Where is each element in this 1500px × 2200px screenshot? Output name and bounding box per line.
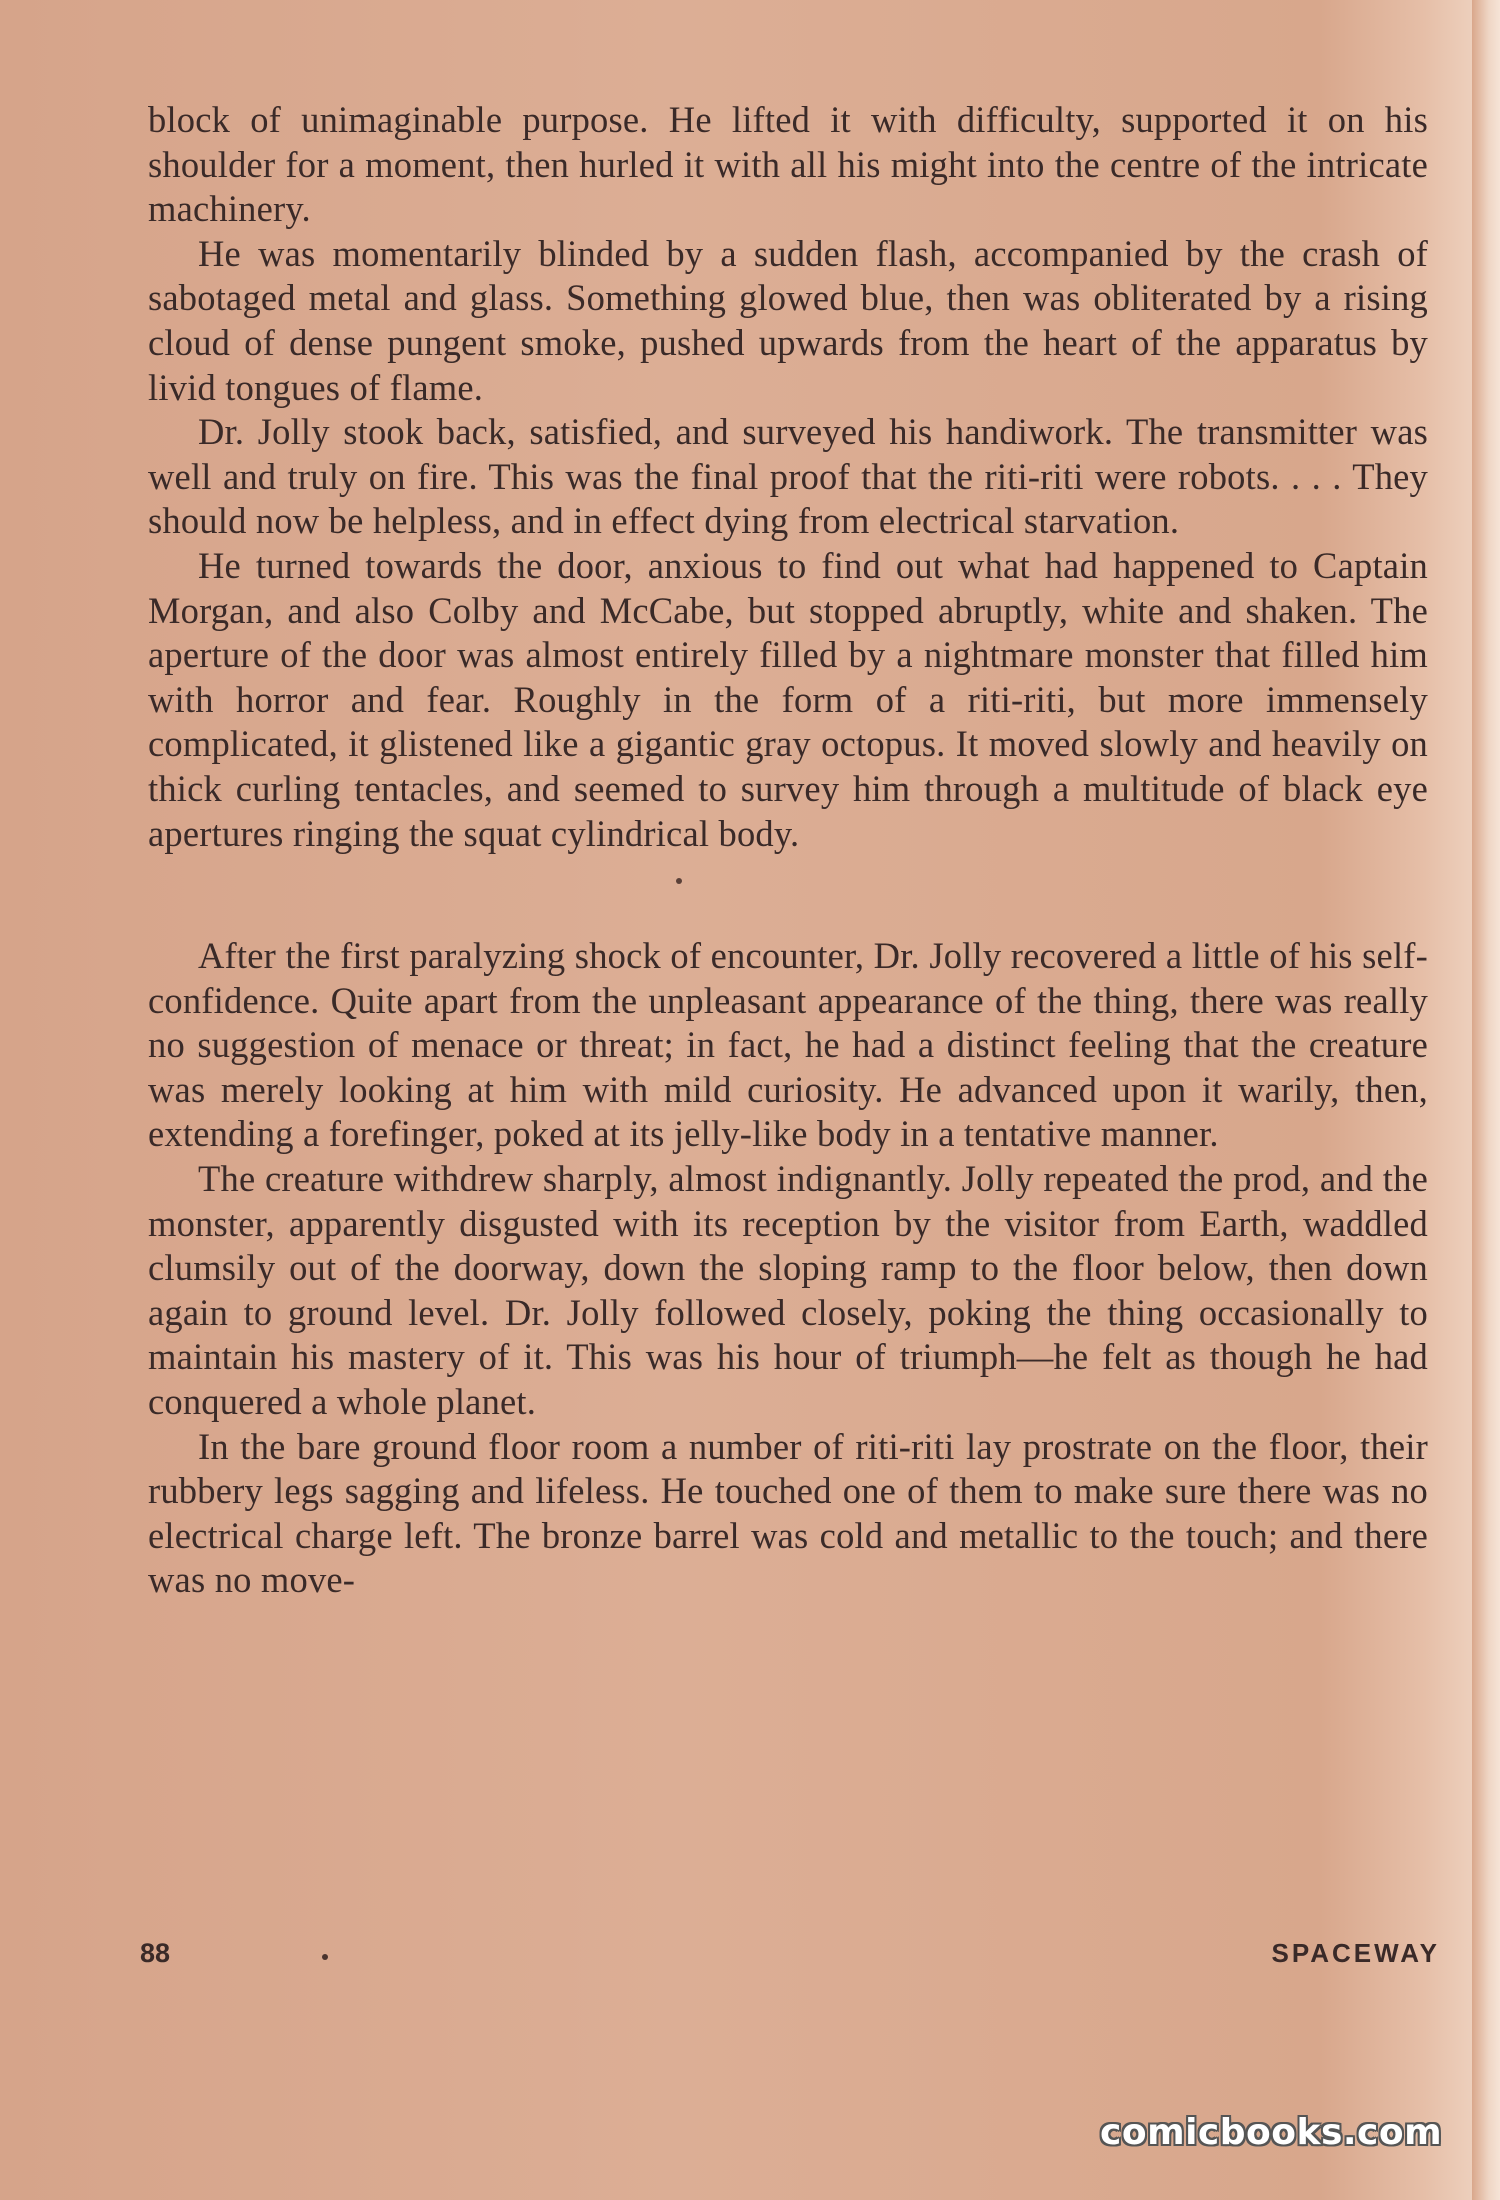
paragraph: He was momentarily blinded by a sudden flash, accompanied by the crash of sabotaged metal and glass. Something glowed blue, then was obliterated by a rising cloud of dense pungent smoke, pushed upwards from the heart of the apparatus by livid tongues of flame. bbox=[148, 232, 1428, 408]
watermark: comicbooks.com bbox=[1100, 2112, 1443, 2153]
page-edge bbox=[1472, 0, 1500, 2200]
body-text bbox=[148, 98, 1428, 1603]
section-break-dot bbox=[676, 878, 682, 884]
section-break bbox=[148, 856, 1428, 934]
footer-dot bbox=[322, 1954, 328, 1960]
page-footer bbox=[140, 1938, 1440, 1978]
paragraph: The creature withdrew sharply, almost indignantly. Jolly repeated the prod, and the monster, apparently disgusted with its reception by the visitor from Earth, waddled clumsily out of the doorway, down the sloping ramp to the floor below, then down again to ground level. Dr. Jolly followed closely, poking the thing occasionally to maintain his mastery of it. This was his hour of triumph—he felt as though he had conquered a whole planet. bbox=[148, 1158, 1428, 1423]
paragraph: Dr. Jolly stook back, satisfied, and surveyed his handiwork. The transmitter was well and truly on fire. This was the final proof that the riti-riti were robots. . . . They should now be helpless, and in effect dying from electrical starvation. bbox=[148, 411, 1428, 542]
running-footer-title: SPACEWAY bbox=[1271, 1938, 1440, 1968]
paragraph: block of unimaginable purpose. He lifted it with difficulty, supported it on his shoulder for a moment, then hurled it with all his might into the centre of the intricate machinery. bbox=[148, 99, 1428, 230]
page-number: 88 bbox=[140, 1938, 171, 1968]
paragraph: He turned towards the door, anxious to find out what had happened to Captain Morgan, and also Colby and McCabe, but stopped abruptly, white and shaken. The aperture of the door was almost entirely filled by a nightmare monster that filled him with horror and fear. Roughly in the form of a riti-riti, but more immensely complicated, it glistened like a gigantic gray octopus. It moved slowly and heavily on thick curling tentacles, and seemed to survey him through a multitude of black eye apertures ringing the squat cylindrical body. bbox=[148, 544, 1428, 854]
paragraph: After the first paralyzing shock of encounter, Dr. Jolly recovered a little of his self-confidence. Quite apart from the unpleasant appearance of the thing, there was really no suggestion of menace or threat; in fact, he had a distinct feeling that the creature was merely looking at him with mild curiosity. He advanced upon it warily, then, extending a forefinger, poked at its jelly-like body in a tentative manner. bbox=[148, 935, 1428, 1155]
paragraph: In the bare ground floor room a number of riti-riti lay prostrate on the floor, their rubbery legs sagging and lifeless. He touched one of them to make sure there was no electrical charge left. The bronze barrel was cold and metallic to the touch; and there was no move- bbox=[148, 1425, 1428, 1601]
